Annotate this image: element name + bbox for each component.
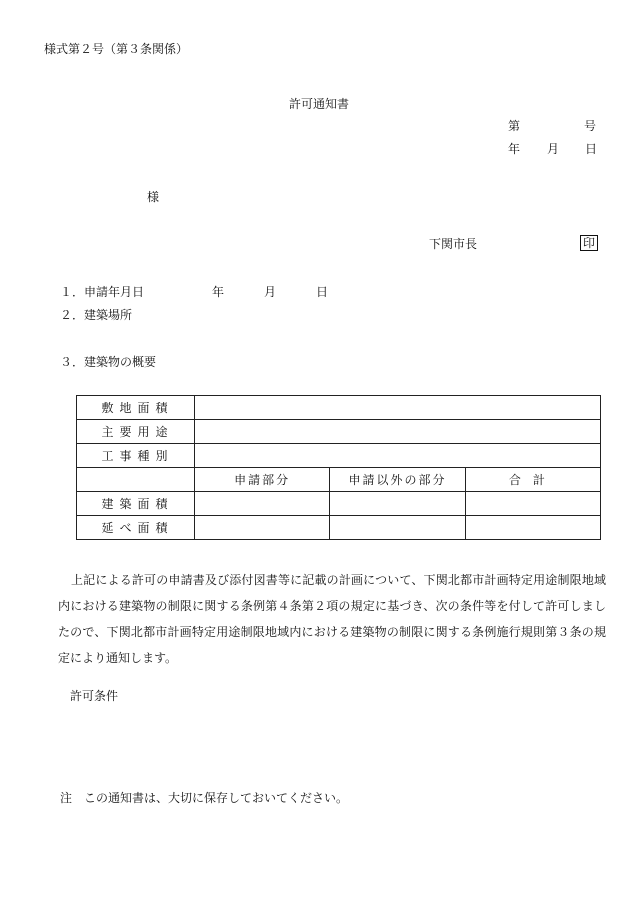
building-site-label: ２．建築場所 (60, 308, 133, 322)
form-number: 様式第２号（第３条関係） (44, 42, 189, 56)
building-area-total (465, 492, 600, 516)
row-label-building-area: 建築面積 (77, 492, 195, 516)
date-year: 年 (508, 142, 521, 156)
table-header-row (77, 468, 601, 492)
notice-body-text: 上記による許可の申請書及び添付図書等に記載の計画について、下関北都市計画特定用途制限地域内における建築物の制限に関する条例第４条第２項の規定に基づき、次の条件等を付して許可しましたので、下関北都市計画特定用途制限地域内における建築物の制限に関する条例施行規則第３条の規定により通知します。 (58, 573, 606, 665)
date-day: 日 (585, 142, 598, 156)
table-row (77, 492, 601, 516)
document-title: 許可通知書 (289, 97, 350, 111)
row-label-main-use: 主要用途 (77, 420, 195, 444)
column-header-other: 申請以外の部分 (330, 468, 465, 492)
table-row (77, 396, 601, 420)
issuer-name: 下関市長 (429, 237, 478, 251)
application-month: 月 (264, 285, 277, 299)
application-date-label: １．申請年月日 (60, 285, 145, 299)
row-label-construction-type: 工事種別 (77, 444, 195, 468)
table-row (77, 516, 601, 540)
building-overview-label: ３．建築物の概要 (60, 355, 157, 369)
note-text: 注 この通知書は、大切に保存しておいてください。 (60, 791, 349, 805)
building-area-other (330, 492, 465, 516)
building-overview-table (76, 395, 601, 540)
floor-area-total (465, 516, 600, 540)
floor-area-applied (195, 516, 330, 540)
number-prefix: 第 (508, 119, 521, 133)
construction-type-value (195, 444, 601, 468)
main-use-value (195, 420, 601, 444)
header-blank-cell (77, 468, 195, 492)
permit-conditions-label: 許可条件 (70, 689, 119, 703)
building-area-applied (195, 492, 330, 516)
floor-area-other (330, 516, 465, 540)
column-header-applied: 申請部分 (195, 468, 330, 492)
site-area-value (195, 396, 601, 420)
addressee-suffix: 様 (147, 190, 160, 204)
date-month: 月 (547, 142, 560, 156)
row-label-total-floor-area: 延べ面積 (77, 516, 195, 540)
table-row (77, 444, 601, 468)
number-suffix: 号 (584, 119, 597, 133)
column-header-total: 合計 (465, 468, 600, 492)
row-label-site-area: 敷地面積 (77, 396, 195, 420)
application-day: 日 (316, 285, 329, 299)
seal-mark: 印 (580, 235, 598, 251)
table-row (77, 420, 601, 444)
application-year: 年 (212, 285, 225, 299)
